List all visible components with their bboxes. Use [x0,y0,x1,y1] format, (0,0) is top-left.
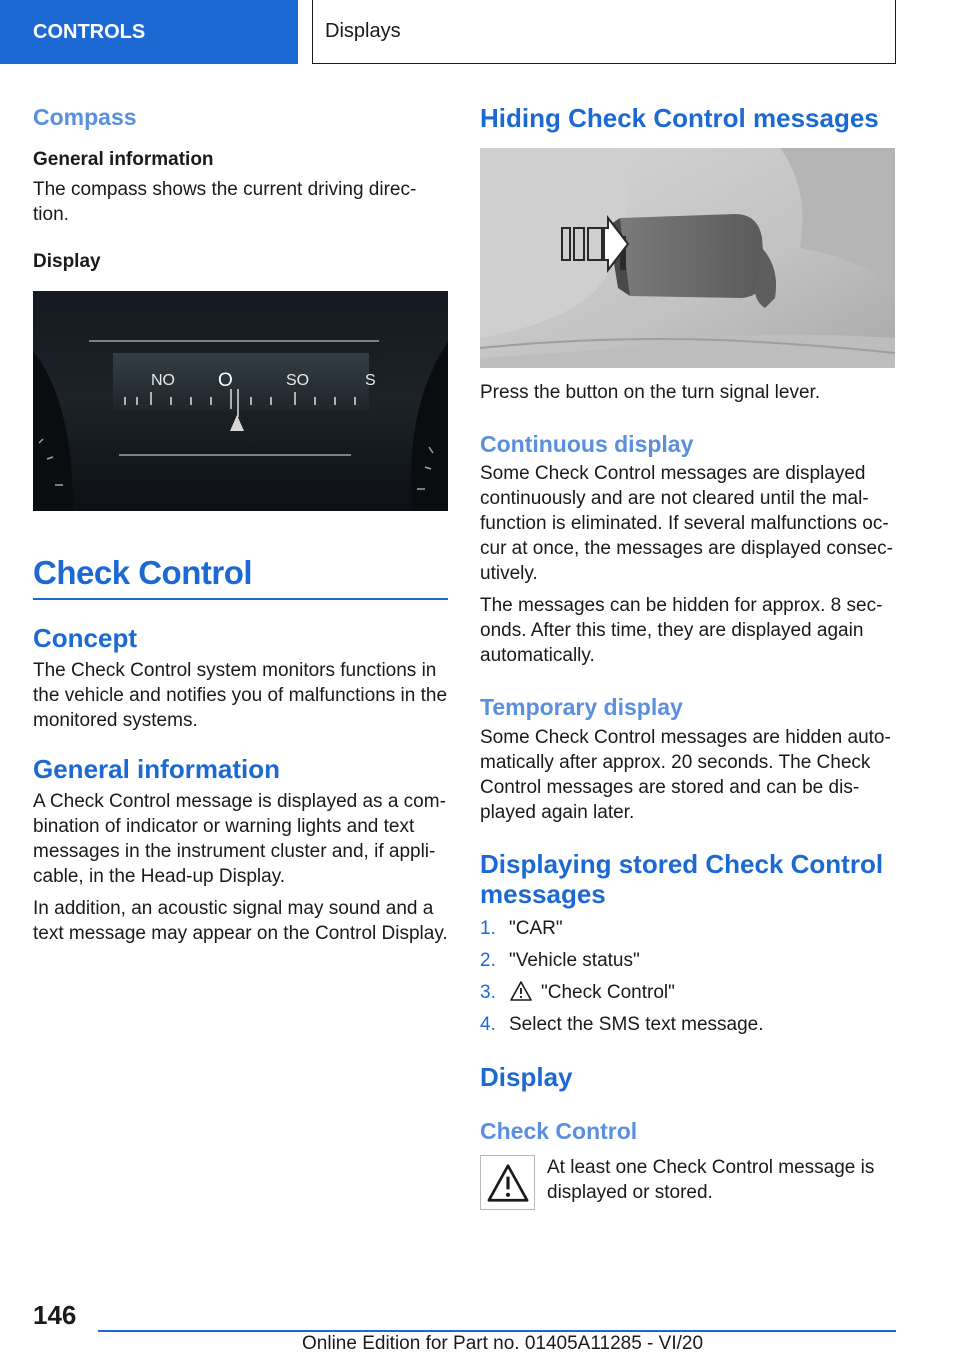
compass-title: Compass [33,104,137,130]
continuous-display-text-1: Some Check Control messages are displayed continuously and are not cleared until the mal-function is eliminated. If several malfunctions oc-cur at once, the messages are displayed consec-utively. [480,463,893,585]
page-number: 146 [33,1300,77,1330]
hiding-instruction-text: Press the button on the turn signal lever. [480,381,821,403]
check-control-rule [33,598,448,600]
concept-title: Concept [33,623,137,654]
temporary-display-title: Temporary display [480,694,683,721]
compass-label-so: SO [286,371,310,389]
check-control-subtitle: Check Control [480,1117,638,1144]
header-section-label: CONTROLS [33,20,146,43]
footer-edition-text: Online Edition for Part no. 01405A11285 - VI/20 [302,1333,704,1354]
stored-messages-title: Displaying stored Check Control messages [480,849,884,909]
general-info-2-text-2: In addition, an acoustic signal may sound and a text message may appear on the Control Display. [33,897,448,944]
step-number: 1. [480,917,496,939]
display-title: Display [480,1061,573,1092]
concept-text: The Check Control system monitors functions in the vehicle and notifies you of malfunctions in the monitored systems. [33,660,448,732]
display-subtitle: Display [33,250,101,272]
warning-triangle-icon [509,980,533,1002]
step-item [480,1012,895,1037]
step-item [480,948,895,973]
step-item [480,980,895,1005]
check-control-title: Check Control [33,553,253,591]
compass-label-no: NO [151,371,175,389]
hiding-messages-title: Hiding Check Control messages [480,103,879,133]
step-text: "CAR" [509,917,563,939]
footer-rule [98,1330,896,1332]
turn-signal-lever-image [480,148,895,368]
continuous-display-title: Continuous display [480,430,694,457]
temporary-display-text: Some Check Control messages are hidden auto-matically after approx. 20 seconds. The Check Control messages are stored and can be dis-played again later. [480,727,891,824]
step-text: "Check Control" [541,981,675,1003]
step-number: 4. [480,1013,496,1035]
compass-label-o: O [218,369,233,391]
compass-display-image [33,291,448,511]
general-info-2-text-1: A Check Control message is displayed as a com-bination of indicator or warning lights and text messages in the instrument cluster and, if appli-cable, in the Head-up Display. [33,790,446,887]
header-section-tab[interactable] [0,0,298,64]
stored-messages-steps [480,916,895,1037]
continuous-display-text-2: The messages can be hidden for approx. 8 sec-onds. After this time, they are displayed again automatically. [480,595,883,667]
step-text: "Vehicle status" [509,949,640,971]
header-chapter-tab[interactable] [312,0,896,64]
general-info-text: The compass shows the current driving direc-tion. [33,178,417,225]
right-column [480,100,895,1210]
step-number: 3. [480,981,496,1003]
general-info-subtitle: General information [33,148,214,170]
check-control-indicator-row [480,1155,895,1210]
left-column [33,100,448,946]
header-chapter-label: Displays [325,20,401,42]
compass-label-s: S [365,371,376,389]
check-control-warning-icon [480,1155,535,1210]
step-item [480,916,895,941]
step-number: 2. [480,949,496,971]
general-info-2-title: General information [33,754,281,785]
step-text: Select the SMS text message. [509,1013,764,1035]
check-control-indicator-text: At least one Check Control message is displayed or stored. [547,1157,875,1204]
